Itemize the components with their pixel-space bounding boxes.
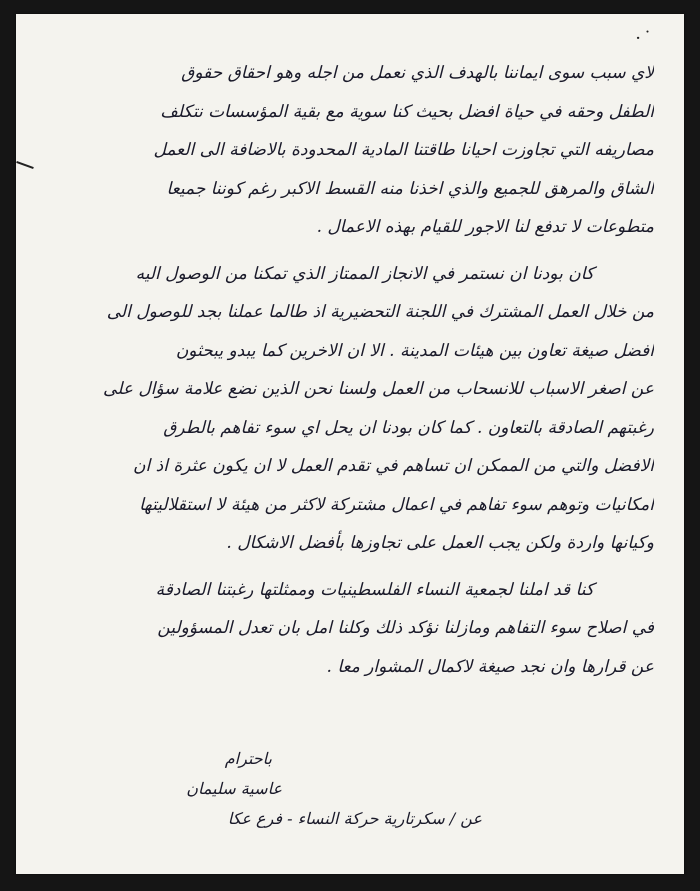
text-line: عن قرارها وان نجد صيغة لاكمال المشوار معا . <box>326 656 654 677</box>
margin-stroke <box>16 161 34 169</box>
text-line: رغبتهم الصادقة بالتعاون . كما كان بودنا ان يحل اي سوء تفاهم بالطرق <box>163 417 654 438</box>
text-line: متطوعات لا تدفع لنا الاجور للقيام بهذه الاعمال . <box>316 217 654 237</box>
text-line: الطفل وحقه في حياة افضل بحيث كنا سوية مع بقية المؤسسات نتكلف <box>160 101 654 122</box>
text-line: كنا قد املنا لجمعية النساء الفلسطينيات وممثلتها رغبتنا الصادقة <box>155 579 594 600</box>
text-line: من خلال العمل المشترك في اللجنة التحضيرية اذ طالما عملنا بجد للوصول الى <box>106 302 654 322</box>
text-line: وكيانها واردة ولكن يجب العمل على تجاوزها بأفضل الاشكال . <box>226 533 654 553</box>
paragraph-1 <box>40 54 654 247</box>
text-line: في اصلاح سوء التفاهم ومازلنا نؤكد ذلك وكلنا امل بان تعدل المسؤولين <box>157 618 654 638</box>
signatory-title: عن / سكرتارية حركة النساء - فرع عكا <box>227 809 482 828</box>
text-line: الشاق والمرهق للجميع والذي اخذنا منه القسط الاكبر رغم كوننا جميعا <box>166 178 654 199</box>
letter-body <box>40 54 654 694</box>
signatory-name: عاسية سليمان <box>186 779 282 798</box>
letter-page <box>16 14 684 874</box>
signature-block <box>52 744 482 834</box>
text-line: امكانيات وتوهم سوء تفاهم في اعمال مشتركة لاكثر من هيئة لا استقلاليتها <box>139 494 654 515</box>
text-line: مصاريفه التي تجاوزت احيانا طاقتنا المادية المحدودة بالاضافة الى العمل <box>153 140 654 160</box>
paragraph-3 <box>40 571 654 687</box>
text-line: كان بودنا ان نستمر في الانجاز الممتاز الذي تمكنا من الوصول اليه <box>135 263 594 284</box>
corner-mark: ·˙ <box>635 28 654 49</box>
text-line: عن اصغر الاسباب للانسحاب من العمل ولسنا نحن الذين نضع علامة سؤال على <box>103 379 654 399</box>
text-line: افضل صيغة تعاون بين هيئات المدينة . الا ان الاخرين كما يبدو يبحثون <box>175 340 654 361</box>
paragraph-2 <box>40 255 654 563</box>
text-line: الافضل والتي من الممكن ان تساهم في تقدم العمل لا ان يكون عثرة اذ ان <box>133 456 654 476</box>
text-line: لاي سبب سوى ايماننا بالهدف الذي نعمل من اجله وهو احقاق حقوق <box>181 63 654 83</box>
closing-regards: باحترام <box>224 749 272 768</box>
